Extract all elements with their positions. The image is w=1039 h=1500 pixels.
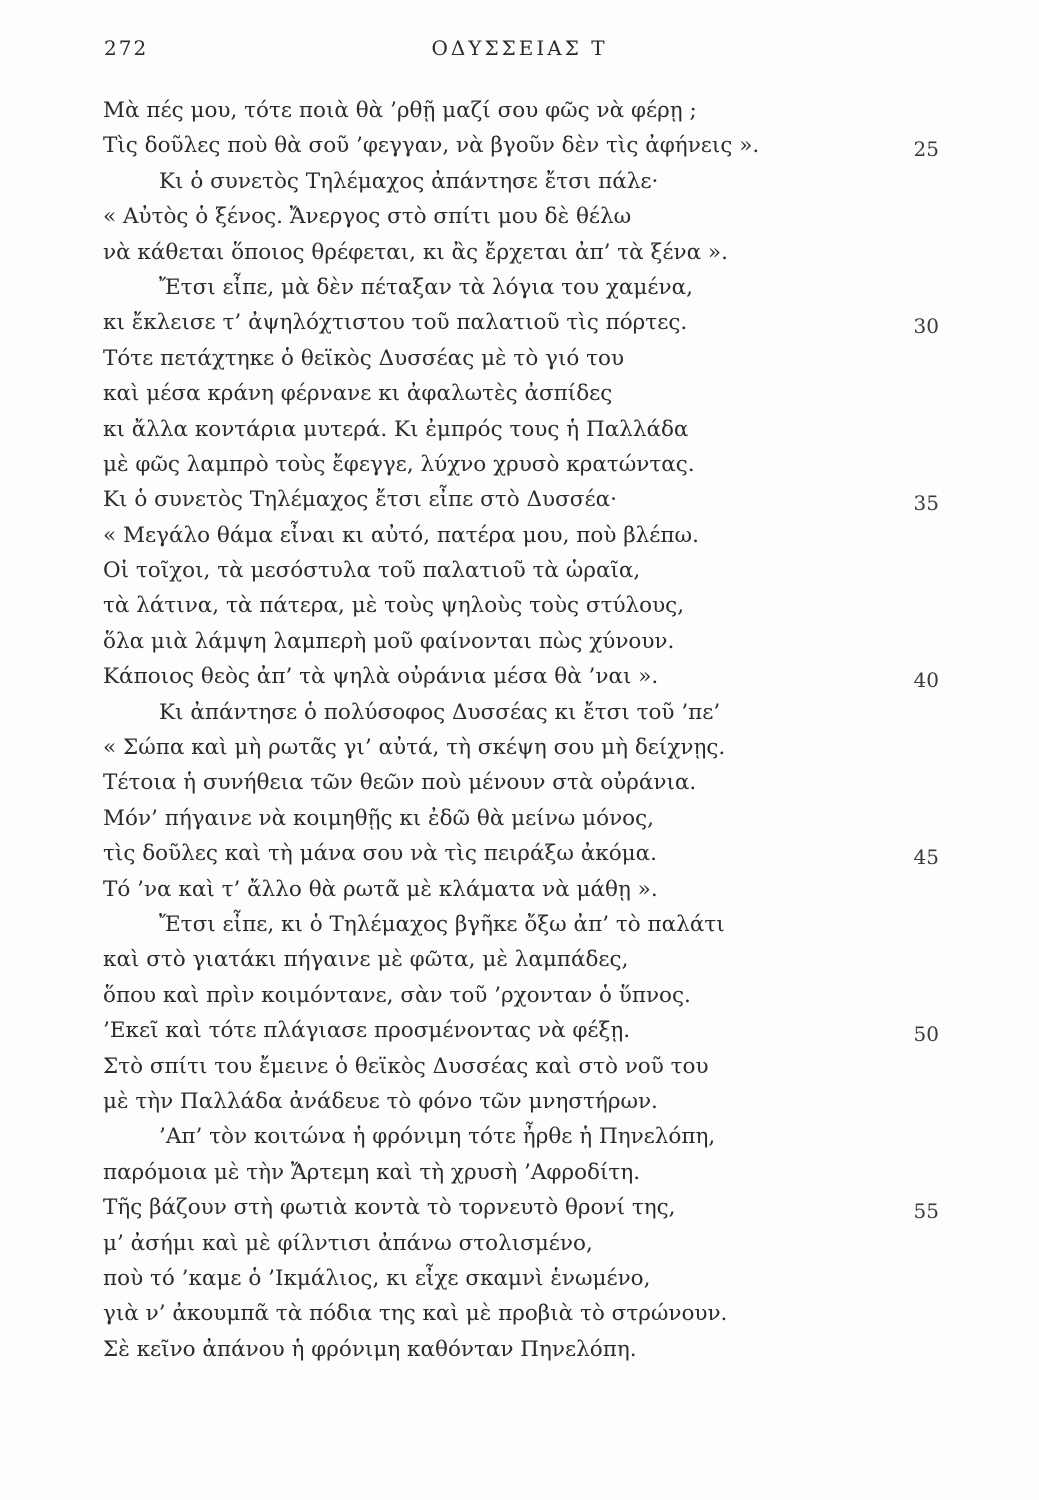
verse-line [103, 376, 939, 411]
verse-line [103, 164, 939, 199]
verse-text: ποὺ τό ’καμε ὁ ’Ικμάλιος, κι εἶχε σκαμνὶ ἑνωμένο, [103, 1265, 651, 1291]
verse-line [103, 447, 939, 482]
verse-line [103, 1013, 939, 1048]
verse-text: Κι ὁ συνετὸς Τηλέμαχος ἀπάντησε ἔτσι πάλε· [159, 168, 659, 194]
verse-text: Τέτοια ἡ συνήθεια τῶν θεῶν ποὺ μένουν στὰ οὐράνια. [103, 770, 697, 796]
verse-text: « Σώπα καὶ μὴ ρωτᾶς γι’ αὐτά, τὴ σκέψη σου μὴ δείχνῃς. [103, 735, 726, 761]
line-number: 35 [913, 491, 939, 516]
line-number: 50 [913, 1022, 939, 1047]
verse-line [103, 93, 939, 128]
verse-line [103, 730, 939, 765]
verse-line [103, 1119, 939, 1154]
verse-line [103, 305, 939, 340]
verse-line [103, 518, 939, 553]
running-title: ΟΔΥΣΣΕΙΑΣ Τ [431, 36, 608, 60]
verse-text: μὲ φῶς λαμπρὸ τοὺς ἔφεγγε, λύχνο χρυσὸ κρατώντας. [103, 451, 695, 477]
verse-text: ’Εκεῖ καὶ τότε πλάγιασε προσμένοντας νὰ φέξῃ. [103, 1018, 631, 1044]
verse-text: μ’ ἀσήμι καὶ μὲ φίλντισι ἀπάνω στολισμένο, [103, 1230, 593, 1256]
page-number: 272 [104, 36, 149, 60]
verse-line [103, 412, 939, 447]
verse-line [103, 1155, 939, 1190]
verse-text: Κι ὁ συνετὸς Τηλέμαχος ἔτσι εἶπε στὸ Δυσσέα· [103, 487, 617, 513]
verse-text: νὰ κάθεται ὅποιος θρέφεται, κι ἂς ἔρχεται ἀπ’ τὰ ξένα ». [103, 239, 728, 265]
verse-line [103, 765, 939, 800]
verse-text: ὅπου καὶ πρὶν κοιμόντανε, σὰν τοῦ ’ρχονταν ὁ ὕπνος. [103, 982, 691, 1008]
verse-text: τὶς δοῦλες καὶ τὴ μάνα σου νὰ τὶς πειράξω ἀκόμα. [103, 841, 657, 867]
verse-text: ’Απ’ τὸν κοιτώνα ἡ φρόνιμη τότε ἦρθε ἡ Πηνελόπη, [159, 1124, 716, 1150]
line-number: 25 [913, 137, 939, 162]
verse-line [103, 872, 939, 907]
verse-text: Στὸ σπίτι του ἔμεινε ὁ θεϊκὸς Δυσσέας καὶ στὸ νοῦ του [103, 1053, 709, 1079]
verse-text: Τό ’να καὶ τ’ ἄλλο θὰ ρωτᾶ μὲ κλάματα νὰ μάθῃ ». [103, 876, 658, 902]
verse-text: κι ἄλλα κοντάρια μυτερά. Κι ἐμπρός τους ἡ Παλλάδα [103, 416, 689, 442]
verse-text: καὶ στὸ γιατάκι πήγαινε μὲ φῶτα, μὲ λαμπάδες, [103, 947, 629, 973]
verse-line [103, 1261, 939, 1296]
verse-line [103, 482, 939, 517]
verse-text: Οἱ τοῖχοι, τὰ μεσόστυλα τοῦ παλατιοῦ τὰ ὡραῖα, [103, 558, 641, 584]
verse-line [103, 1049, 939, 1084]
verse-text: Τὶς δοῦλες ποὺ θὰ σοῦ ’φεγγαν, νὰ βγοῦν δὲν τὶς ἀφήνεις ». [103, 133, 760, 159]
verse-text: Ἔτσι εἶπε, κι ὁ Τηλέμαχος βγῆκε ὄξω ἀπ’ τὸ παλάτι [159, 911, 725, 937]
line-number: 30 [913, 314, 939, 339]
verse-text: κι ἔκλεισε τ’ ἀψηλόχτιστου τοῦ παλατιοῦ τὶς πόρτες. [103, 310, 688, 336]
verse-text: Τότε πετάχτηκε ὁ θεϊκὸς Δυσσέας μὲ τὸ γιό του [103, 345, 625, 371]
verse-line [103, 128, 939, 163]
verse-text: μὲ τὴν Παλλάδα ἀνάδευε τὸ φόνο τῶν μνηστήρων. [103, 1088, 658, 1114]
verse-text: Σὲ κεῖνο ἀπάνου ἡ φρόνιμη καθόνταν Πηνελόπη. [103, 1336, 637, 1362]
verse-text: « Αὐτὸς ὁ ξένος. Ἄνεργος στὸ σπίτι μου δὲ θέλω [103, 204, 632, 230]
verse-line [103, 1190, 939, 1225]
verse-text: Μὰ πές μου, τότε ποιὰ θὰ ’ρθῇ μαζί σου φῶς νὰ φέρῃ ; [103, 98, 697, 123]
line-number: 45 [913, 845, 939, 870]
verse-line [103, 836, 939, 871]
verse-text: Ἔτσι εἶπε, μὰ δὲν πέταξαν τὰ λόγια του χαμένα, [159, 274, 693, 300]
poem-text [103, 93, 939, 1367]
line-number: 55 [913, 1199, 939, 1224]
verse-text: ὅλα μιὰ λάμψη λαμπερὴ μοῦ φαίνονται πὼς χύνουν. [103, 628, 675, 654]
verse-text: παρόμοια μὲ τὴν Ἄρτεμη καὶ τὴ χρυσὴ ’Αφροδίτη. [103, 1159, 641, 1185]
verse-line [103, 1226, 939, 1261]
verse-text: Τῆς βάζουν στὴ φωτιὰ κοντὰ τὸ τορνευτὸ θρονί της, [103, 1195, 676, 1221]
verse-line [103, 978, 939, 1013]
verse-line [103, 1084, 939, 1119]
verse-line [103, 588, 939, 623]
verse-text: Μόν’ πήγαινε νὰ κοιμηθῇς κι ἐδῶ θὰ μείνω μόνος, [103, 805, 654, 831]
verse-line [103, 907, 939, 942]
verse-text: « Μεγάλο θάμα εἶναι κι αὐτό, πατέρα μου, ποὺ βλέπω. [103, 522, 699, 548]
verse-text: Κάποιος θεὸς ἀπ’ τὰ ψηλὰ οὐράνια μέσα θὰ ’ναι ». [103, 664, 659, 690]
verse-line [103, 695, 939, 730]
verse-line [103, 801, 939, 836]
verse-line [103, 659, 939, 694]
verse-line [103, 624, 939, 659]
verse-line [103, 1296, 939, 1331]
verse-line [103, 341, 939, 376]
verse-text: τὰ λάτινα, τὰ πάτερα, μὲ τοὺς ψηλοὺς τοὺς στύλους, [103, 593, 685, 619]
verse-line [103, 235, 939, 270]
verse-text: καὶ μέσα κράνη φέρνανε κι ἀφαλωτὲς ἀσπίδες [103, 381, 613, 407]
page-header [0, 36, 1039, 66]
line-number: 40 [913, 668, 939, 693]
verse-text: γιὰ ν’ ἀκουμπᾶ τὰ πόδια της καὶ μὲ προβιὰ τὸ στρώνουν. [103, 1301, 728, 1327]
verse-line [103, 942, 939, 977]
verse-text: Κι ἀπάντησε ὁ πολύσοφος Δυσσέας κι ἔτσι τοῦ ’πε’ [159, 699, 721, 725]
verse-line [103, 553, 939, 588]
verse-line [103, 270, 939, 305]
verse-line [103, 1332, 939, 1367]
verse-line [103, 199, 939, 234]
